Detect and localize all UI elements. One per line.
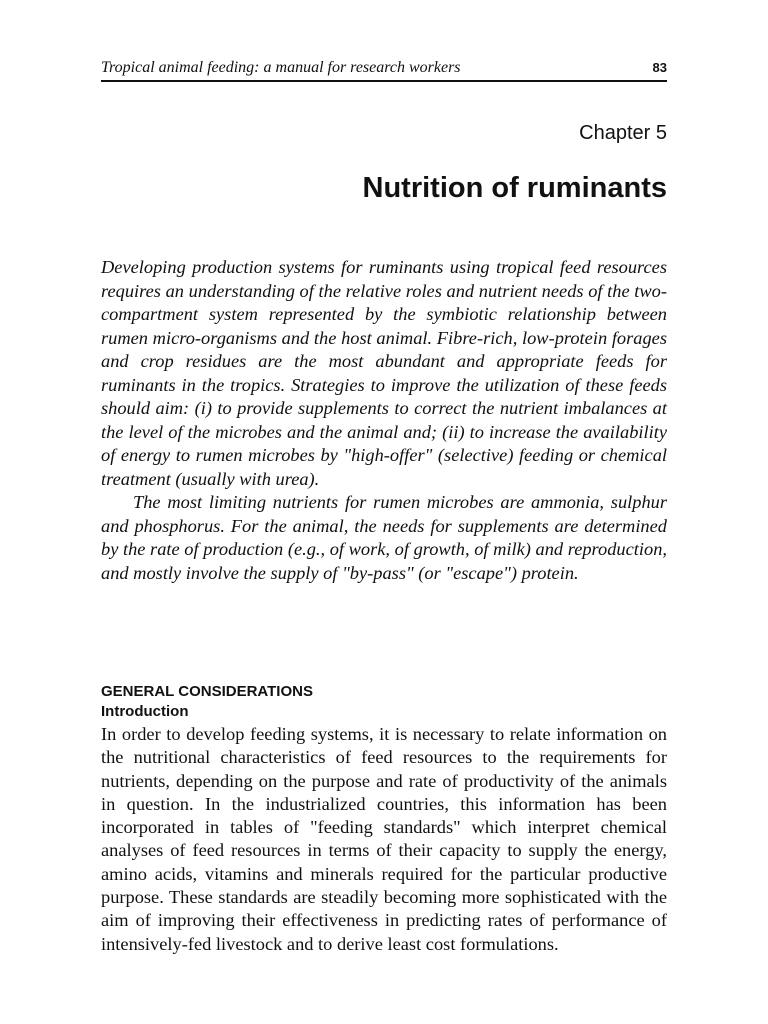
chapter-title: Nutrition of ruminants <box>362 172 667 204</box>
running-header <box>101 58 667 78</box>
body-paragraph: In order to develop feeding systems, it is necessary to relate information on the nutritional characteristics of feed resources to the requirements for nutrients, depending on the purpose and rate of productivity of the animals in question. In the industrialized countries, this information has been incorporated in tables of "feeding standards" which interpret chemical analyses of feed resources in terms of their capacity to supply the energy, amino acids, vitamins and minerals required for the particular productive purpose. These standards are steadily becoming more sophisticated with the aim of improving their effectiveness in predicting rates of performance of intensively-fed livestock and to derive least cost formulations. <box>101 724 667 954</box>
abstract-paragraph: Developing production systems for ruminants using tropical feed resources requires an understanding of the relative roles and nutrient needs of the two-compartment system represented by the symbiotic relationship between rumen micro-organisms and the host animal. Fibre-rich, low-protein forages and crop residues are the most abundant and appropriate feeds for ruminants in the tropics. Strategies to improve the utilization of these feeds should aim: (i) to provide supplements to correct the nutrient imbalances at the level of the microbes and the animal and; (ii) to increase the availability of energy to rumen microbes by "high-offer" (selective) feeding or chemical treatment (usually with urea). <box>101 257 667 489</box>
running-title: Tropical animal feeding: a manual for research workers <box>101 59 461 76</box>
book-page <box>101 0 667 1024</box>
header-rule <box>101 80 667 82</box>
body-text <box>101 723 667 956</box>
subsection-heading: Introduction <box>101 703 189 720</box>
abstract-paragraph: The most limiting nutrients for rumen microbes are ammonia, sulphur and phosphorus. For the animal, the needs for supplements are determined by the rate of production (e.g., of work, of growth, of milk) and reproduction, and mostly involve the supply of "by-pass" (or "escape") protein. <box>101 492 667 583</box>
section-heading: GENERAL CONSIDERATIONS <box>101 683 313 700</box>
page-number: 83 <box>652 60 667 75</box>
chapter-label: Chapter 5 <box>579 122 667 144</box>
chapter-abstract <box>101 256 667 585</box>
